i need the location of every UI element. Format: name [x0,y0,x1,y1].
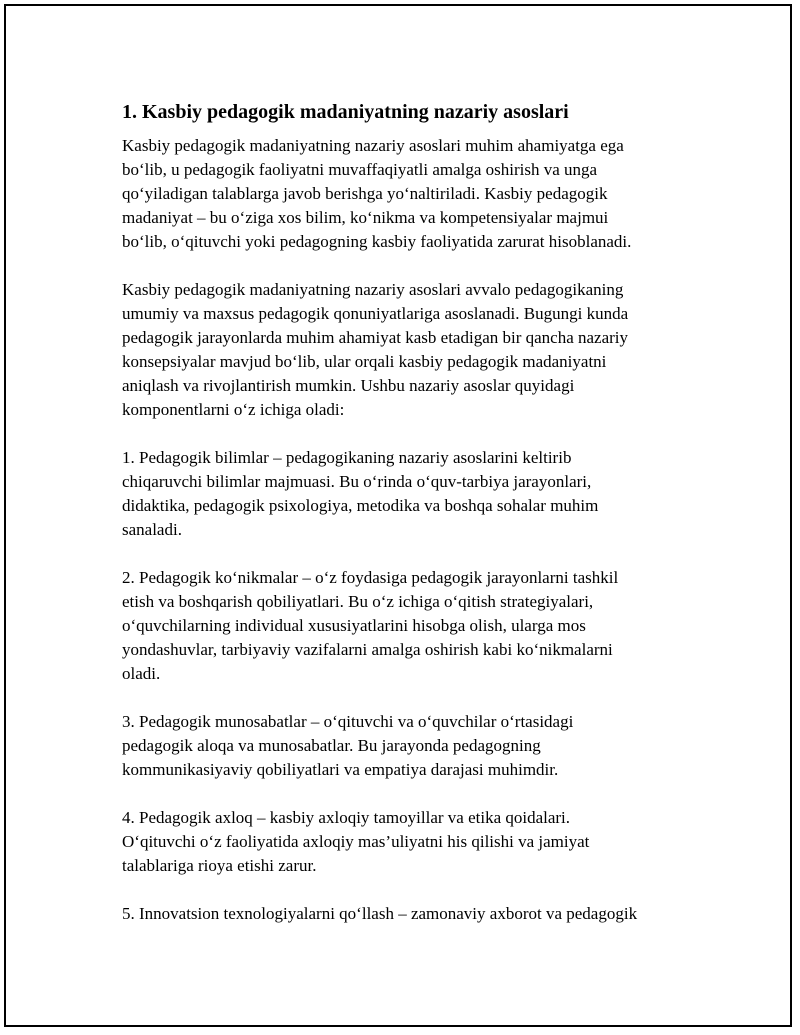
paragraph-list [122,134,702,926]
paragraph-line: etish va boshqarish qobiliyatlari. Bu o‘z ichiga o‘qitish strategiyalari, [122,592,594,611]
paragraph-line: talablariga rioya etishi zarur. [122,856,317,875]
paragraph-line: didaktika, pedagogik psixologiya, metodika va boshqa sohalar muhim [122,496,599,515]
paragraph-line: sanaladi. [122,520,182,539]
paragraph [122,278,702,422]
paragraph-line: Kasbiy pedagogik madaniyatning nazariy asoslari muhim ahamiyatga ega [122,136,624,155]
document-body [122,98,702,950]
paragraph-line: 1. Pedagogik bilimlar – pedagogikaning nazariy asoslarini keltirib [122,448,572,467]
paragraph-line: bo‘lib, u pedagogik faoliyatni muvaffaqiyatli amalga oshirish va unga [122,160,598,179]
paragraph-line: 5. Innovatsion texnologiyalarni qo‘llash – zamonaviy axborot va pedagogik [122,904,638,923]
paragraph-line: yondashuvlar, tarbiyaviy vazifalarni amalga oshirish kabi ko‘nikmalarni [122,640,613,659]
paragraph-line: umumiy va maxsus pedagogik qonuniyatlariga asoslanadi. Bugungi kunda [122,304,629,323]
paragraph-line: pedagogik aloqa va munosabatlar. Bu jarayonda pedagogning [122,736,541,755]
paragraph [122,446,702,542]
paragraph-line: O‘qituvchi o‘z faoliyatida axloqiy mas’uliyatni his qilishi va jamiyat [122,832,590,851]
paragraph-line: o‘quvchilarning individual xususiyatlarini hisobga olish, ularga mos [122,616,586,635]
paragraph-line: 3. Pedagogik munosabatlar – o‘qituvchi va o‘quvchilar o‘rtasidagi [122,712,574,731]
section-heading: 1. Kasbiy pedagogik madaniyatning nazariy asoslari [122,101,569,123]
paragraph-line: madaniyat – bu o‘ziga xos bilim, ko‘nikma va kompetensiyalar majmui [122,208,609,227]
paragraph-line: Kasbiy pedagogik madaniyatning nazariy asoslari avvalo pedagogikaning [122,280,624,299]
page-frame [4,4,792,1027]
paragraph [122,710,702,782]
paragraph-line: chiqaruvchi bilimlar majmuasi. Bu o‘rinda o‘quv-tarbiya jarayonlari, [122,472,592,491]
paragraph-line: komponentlarni o‘z ichiga oladi: [122,400,345,419]
paragraph-line: 4. Pedagogik axloq – kasbiy axloqiy tamoyillar va etika qoidalari. [122,808,571,827]
paragraph-line: qo‘yiladigan talablarga javob berishga yo‘naltiriladi. Kasbiy pedagogik [122,184,608,203]
paragraph [122,134,702,254]
paragraph-line: konsepsiyalar mavjud bo‘lib, ular orqali kasbiy pedagogik madaniyatni [122,352,607,371]
paragraph [122,902,702,926]
paragraph [122,806,702,878]
paragraph-line: bo‘lib, o‘qituvchi yoki pedagogning kasbiy faoliyatida zarurat hisoblanadi. [122,232,632,251]
paragraph-line: 2. Pedagogik ko‘nikmalar – o‘z foydasiga pedagogik jarayonlarni tashkil [122,568,619,587]
paragraph-line: oladi. [122,664,161,683]
paragraph [122,566,702,686]
paragraph-line: aniqlash va rivojlantirish mumkin. Ushbu nazariy asoslar quyidagi [122,376,575,395]
paragraph-line: kommunikasiyaviy qobiliyatlari va empatiya darajasi muhimdir. [122,760,559,779]
paragraph-line: pedagogik jarayonlarda muhim ahamiyat kasb etadigan bir qancha nazariy [122,328,629,347]
